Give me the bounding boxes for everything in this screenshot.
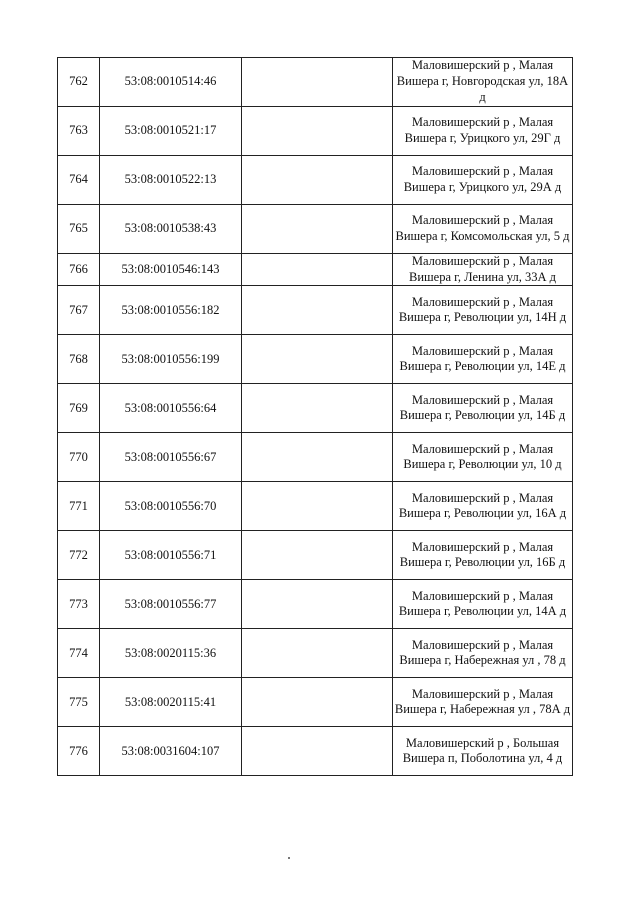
row-number-cell: 765 <box>58 205 100 254</box>
cadastral-number-cell: 53:08:0010556:64 <box>100 384 242 433</box>
row-number-cell: 776 <box>58 727 100 776</box>
cadastral-number-cell: 53:08:0010556:70 <box>100 482 242 531</box>
table-row <box>58 58 573 107</box>
table-row <box>58 433 573 482</box>
row-number-cell: 775 <box>58 678 100 727</box>
address-cell: Маловишерский р , Большая Вишера п, Поболотина ул, 4 д <box>393 727 573 776</box>
address-cell: Маловишерский р , Малая Вишера г, Революции ул, 14Н д <box>393 286 573 335</box>
row-number-cell: 768 <box>58 335 100 384</box>
row-number-cell: 772 <box>58 531 100 580</box>
cadastral-number-cell: 53:08:0010556:199 <box>100 335 242 384</box>
table-row <box>58 482 573 531</box>
empty-cell <box>242 107 393 156</box>
cadastral-number-cell: 53:08:0010556:67 <box>100 433 242 482</box>
empty-cell <box>242 482 393 531</box>
cadastral-number-cell: 53:08:0010556:182 <box>100 286 242 335</box>
table-row <box>58 254 573 286</box>
address-cell: Маловишерский р , Малая Вишера г, Комсомольская ул, 5 д <box>393 205 573 254</box>
table-row <box>58 384 573 433</box>
address-cell: Маловишерский р , Малая Вишера г, Набережная ул , 78А д <box>393 678 573 727</box>
table-row <box>58 156 573 205</box>
cadastral-number-cell: 53:08:0010514:46 <box>100 58 242 107</box>
cadastral-number-cell: 53:08:0020115:36 <box>100 629 242 678</box>
table-row <box>58 335 573 384</box>
empty-cell <box>242 580 393 629</box>
empty-cell <box>242 629 393 678</box>
empty-cell <box>242 678 393 727</box>
address-cell: Маловишерский р , Малая Вишера г, Революции ул, 10 д <box>393 433 573 482</box>
row-number-cell: 766 <box>58 254 100 286</box>
cadastral-number-cell: 53:08:0010538:43 <box>100 205 242 254</box>
address-cell: Маловишерский р , Малая Вишера г, Ленина ул, 33А д <box>393 254 573 286</box>
address-cell: Маловишерский р , Малая Вишера г, Революции ул, 14Б д <box>393 384 573 433</box>
table-row <box>58 727 573 776</box>
table-row <box>58 678 573 727</box>
table-row <box>58 629 573 678</box>
cadastral-number-cell: 53:08:0010556:71 <box>100 531 242 580</box>
row-number-cell: 773 <box>58 580 100 629</box>
cadastral-number-cell: 53:08:0010522:13 <box>100 156 242 205</box>
empty-cell <box>242 286 393 335</box>
row-number-cell: 763 <box>58 107 100 156</box>
empty-cell <box>242 531 393 580</box>
row-number-cell: 774 <box>58 629 100 678</box>
row-number-cell: 771 <box>58 482 100 531</box>
address-cell: Маловишерский р , Малая Вишера г, Революции ул, 16А д <box>393 482 573 531</box>
registry-table <box>57 57 573 776</box>
address-cell: Маловишерский р , Малая Вишера г, Новгородская ул, 18А д <box>393 58 573 107</box>
table-row <box>58 107 573 156</box>
cadastral-number-cell: 53:08:0010556:77 <box>100 580 242 629</box>
row-number-cell: 769 <box>58 384 100 433</box>
row-number-cell: 762 <box>58 58 100 107</box>
table-row <box>58 531 573 580</box>
empty-cell <box>242 727 393 776</box>
page-mark <box>288 857 290 859</box>
address-cell: Маловишерский р , Малая Вишера г, Урицкого ул, 29А д <box>393 156 573 205</box>
row-number-cell: 764 <box>58 156 100 205</box>
empty-cell <box>242 58 393 107</box>
table-row <box>58 580 573 629</box>
empty-cell <box>242 433 393 482</box>
address-cell: Маловишерский р , Малая Вишера г, Революции ул, 16Б д <box>393 531 573 580</box>
cadastral-number-cell: 53:08:0010521:17 <box>100 107 242 156</box>
empty-cell <box>242 335 393 384</box>
registry-table-body <box>58 58 573 776</box>
address-cell: Маловишерский р , Малая Вишера г, Революции ул, 14А д <box>393 580 573 629</box>
table-row <box>58 286 573 335</box>
row-number-cell: 767 <box>58 286 100 335</box>
empty-cell <box>242 254 393 286</box>
row-number-cell: 770 <box>58 433 100 482</box>
address-cell: Маловишерский р , Малая Вишера г, Революции ул, 14Е д <box>393 335 573 384</box>
address-cell: Маловишерский р , Малая Вишера г, Урицкого ул, 29Г д <box>393 107 573 156</box>
empty-cell <box>242 205 393 254</box>
cadastral-number-cell: 53:08:0031604:107 <box>100 727 242 776</box>
empty-cell <box>242 156 393 205</box>
address-cell: Маловишерский р , Малая Вишера г, Набережная ул , 78 д <box>393 629 573 678</box>
cadastral-number-cell: 53:08:0020115:41 <box>100 678 242 727</box>
cadastral-number-cell: 53:08:0010546:143 <box>100 254 242 286</box>
empty-cell <box>242 384 393 433</box>
table-row <box>58 205 573 254</box>
